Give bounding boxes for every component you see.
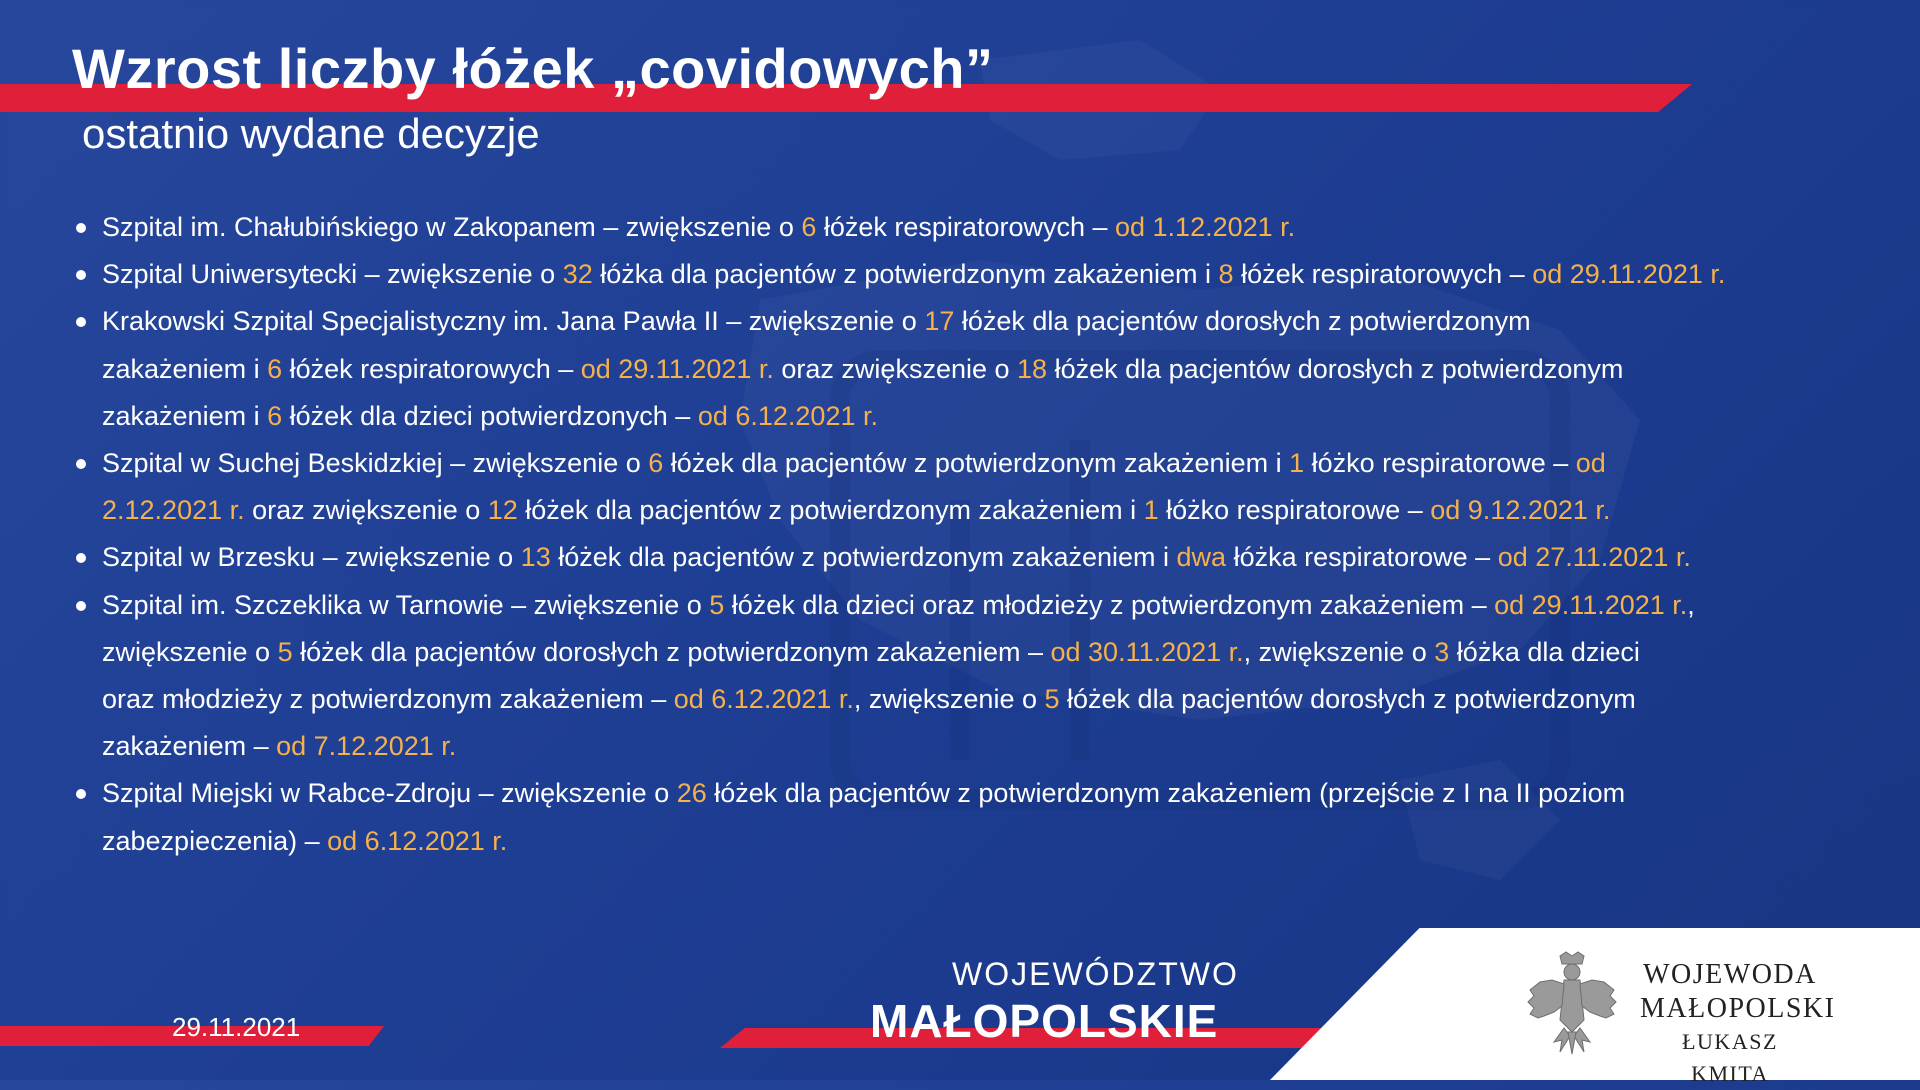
decision-text: Szpital Uniwersytecki – zwiększenie o [102, 259, 563, 290]
decision-text: Szpital w Suchej Beskidzkiej – zwiększenie o [102, 448, 649, 479]
decision-item-line [102, 629, 1896, 676]
decision-item-line [102, 676, 1896, 723]
decision-text: Szpital im. Chałubińskiego w Zakopanem – zwiększenie o [102, 212, 802, 242]
decision-text: łóżek dla pacjentów dorosłych z potwierdzonym [954, 306, 1531, 337]
bullet-dot-icon [76, 317, 86, 327]
region-label-line1: WOJEWÓDZTWO [952, 956, 1239, 992]
highlighted-value: 17 [924, 306, 955, 337]
decision-text: łóżek dla pacjentów z potwierdzonym zakażeniem i [550, 542, 1177, 573]
decision-text: zabezpieczenia) – [102, 825, 328, 856]
decision-text: zakażeniem i [102, 353, 268, 384]
highlighted-value: od 6.12.2021 r. [697, 400, 878, 431]
highlighted-value: od 7.12.2021 r. [276, 731, 457, 762]
highlighted-value: 6 [267, 400, 283, 431]
highlighted-value: od 29.11.2021 r. [1494, 589, 1688, 620]
highlighted-value: 26 [676, 778, 707, 809]
decision-text: , zwiększenie o [853, 684, 1045, 715]
decision-item-line [102, 818, 1896, 865]
bullet-dot-icon [76, 223, 86, 233]
bullet-dot-icon [76, 789, 86, 799]
decision-text: łóżko respiratorowe – [1158, 495, 1431, 526]
decision-item-line [102, 298, 1896, 345]
highlighted-value: 13 [520, 542, 551, 573]
highlighted-value: 6 [267, 353, 283, 384]
decision-text: Szpital Miejski w Rabce-Zdroju – zwiększenie o [102, 778, 677, 809]
decision-item-line [102, 393, 1896, 440]
highlighted-value: od 29.11.2021 r. [1532, 259, 1726, 290]
decision-text: łóżek dla pacjentów z potwierdzonym zakażeniem (przejście z I na II poziom [706, 778, 1626, 809]
highlighted-value: 3 [1434, 636, 1450, 667]
highlighted-value: 18 [1017, 353, 1048, 384]
highlighted-value: od 30.11.2021 r. [1050, 636, 1244, 667]
decision-text: zwiększenie o [102, 636, 278, 667]
decision-text: łóżka respiratorowe – [1226, 542, 1498, 573]
decision-item-line [102, 251, 1896, 298]
highlighted-value: dwa [1176, 542, 1227, 573]
bullet-dot-icon [76, 459, 86, 469]
decision-list [76, 204, 1896, 865]
decision-item-line [102, 487, 1896, 534]
highlighted-value: 32 [562, 259, 593, 290]
decision-item [76, 204, 1896, 251]
decision-item-line [102, 582, 1896, 629]
decision-text: łóżek dla pacjentów dorosłych z potwierdzonym [1059, 684, 1636, 715]
decision-text: łóżek dla pacjentów dorosłych z potwierdzonym [1047, 353, 1624, 384]
decision-text: łóżek dla pacjentów dorosłych z potwierdzonym zakażeniem – [292, 636, 1051, 667]
decision-text: , [1687, 589, 1695, 620]
decision-item-line [102, 440, 1896, 487]
decision-item-line [102, 534, 1896, 581]
bullet-dot-icon [76, 601, 86, 611]
decision-item-line [102, 346, 1896, 393]
highlighted-value: 12 [487, 495, 518, 526]
page-subtitle: ostatnio wydane decyzje [82, 110, 540, 157]
highlighted-value: od 1.12.2021 r. [1115, 212, 1296, 242]
decision-item [76, 582, 1896, 771]
highlighted-value: od 6.12.2021 r. [327, 825, 508, 856]
decision-item [76, 534, 1896, 581]
highlighted-value: 1 [1289, 448, 1305, 479]
highlighted-value: 2.12.2021 r. [102, 495, 245, 526]
decision-item-line [102, 723, 1896, 770]
decision-text: zakażeniem – [102, 731, 277, 762]
highlighted-value: 6 [801, 212, 817, 242]
decision-text: oraz zwiększenie o [773, 353, 1018, 384]
highlighted-value: 5 [277, 636, 293, 667]
decision-item-line [102, 770, 1896, 817]
page-title: Wzrost liczby łóżek „covidowych” [72, 37, 994, 100]
decision-text: łóżek respiratorowych – [282, 353, 581, 384]
decision-text: łóżka dla dzieci [1449, 636, 1640, 667]
decision-text: łóżko respiratorowe – [1304, 448, 1576, 479]
decision-text: łóżek dla pacjentów z potwierdzonym zakażeniem i [663, 448, 1290, 479]
region-label-line2: MAŁOPOLSKIE [870, 995, 1219, 1047]
bullet-dot-icon [76, 270, 86, 280]
decision-text: zakażeniem i [102, 400, 268, 431]
highlighted-value: 5 [709, 589, 725, 620]
footer-date: 29.11.2021 [172, 1012, 301, 1042]
highlighted-value: od 9.12.2021 r. [1430, 495, 1611, 526]
governor-title-line2: MAŁOPOLSKI [1640, 993, 1836, 1024]
governor-signature-block [1640, 958, 1836, 1090]
highlighted-value: od 6.12.2021 r. [673, 684, 854, 715]
decision-text: łóżka dla pacjentów z potwierdzonym zakażeniem i [592, 259, 1219, 290]
decision-text: Szpital w Brzesku – zwiększenie o [102, 542, 521, 573]
decision-item [76, 251, 1896, 298]
decision-text: łóżek dla dzieci oraz młodzieży z potwierdzonym zakażeniem – [724, 589, 1495, 620]
decision-text: Krakowski Szpital Specjalistyczny im. Jana Pawła II – zwiększenie o [102, 306, 925, 337]
decision-item [76, 770, 1896, 864]
decision-text: łóżek respiratorowych – [1233, 259, 1533, 290]
decision-item-line [102, 204, 1896, 251]
decision-text: łóżek respiratorowych – [816, 212, 1115, 242]
highlighted-value: od 27.11.2021 r. [1497, 542, 1691, 573]
decision-item [76, 440, 1896, 534]
highlighted-value: 8 [1218, 259, 1234, 290]
governor-name: ŁUKASZ KMITA [1682, 1029, 1778, 1086]
decision-text: Szpital im. Szczeklika w Tarnowie – zwiększenie o [102, 589, 710, 620]
highlighted-value: od 29.11.2021 r. [580, 353, 774, 384]
governor-title-line1: WOJEWODA [1643, 959, 1817, 990]
decision-text: , zwiększenie o [1243, 636, 1435, 667]
highlighted-value: 1 [1143, 495, 1159, 526]
decision-text: oraz młodzieży z potwierdzonym zakażeniem – [102, 684, 674, 715]
bullet-dot-icon [76, 553, 86, 563]
decision-text: łóżek dla dzieci potwierdzonych – [282, 400, 698, 431]
decision-item [76, 298, 1896, 440]
highlighted-value: 5 [1044, 684, 1060, 715]
highlighted-value: od [1575, 448, 1606, 479]
decision-text: oraz zwiększenie o [244, 495, 488, 526]
highlighted-value: 6 [648, 448, 664, 479]
decision-text: łóżek dla pacjentów z potwierdzonym zakażeniem i [517, 495, 1144, 526]
polish-eagle-emblem-icon [1524, 950, 1620, 1058]
